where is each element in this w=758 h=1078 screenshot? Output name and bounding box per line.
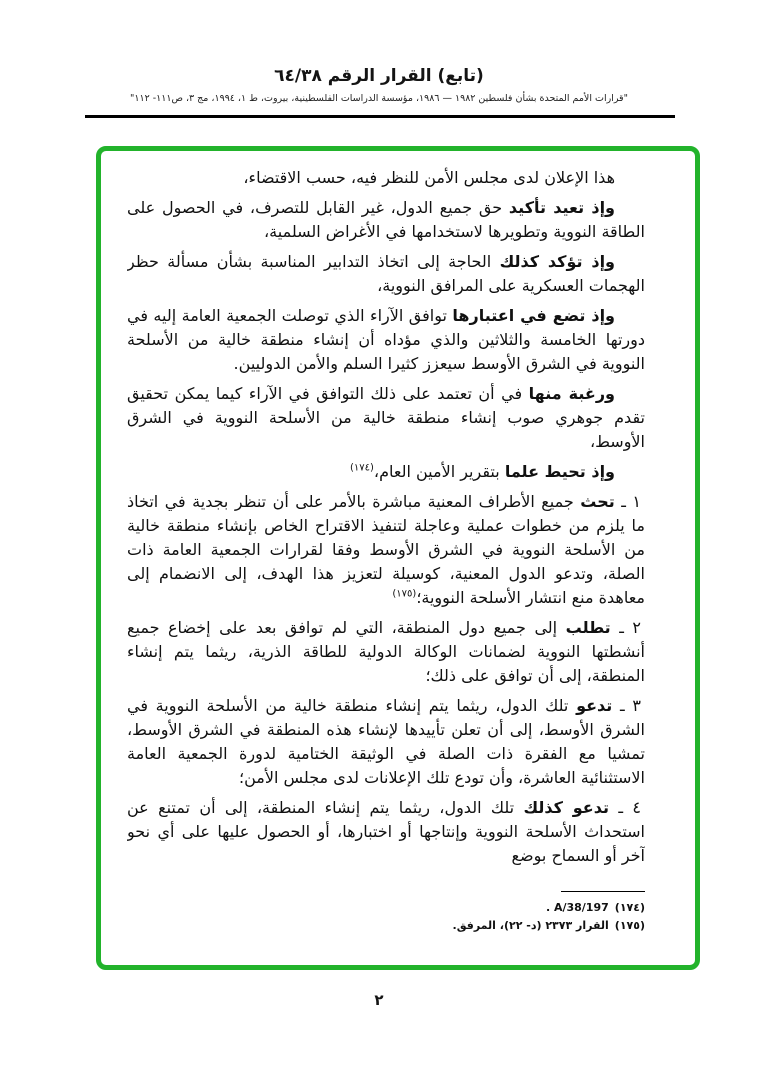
paragraph xyxy=(127,796,645,868)
paragraph-text: جميع الأطراف المعنية مباشرة بالأمر على أن تنظر بجدية في اتخاذ ما يلزم من خطوات عملية وعاجلة لتنفيذ الاقتراح الخاص بإنشاء منطقة خالية من الأسلحة النووية في الشرق الأوسط وفقا لقرارات الجمعية العامة ذات الصلة، وتدعو الدول المعنية، كوسيلة لتعزيز هذا الهدف، إلى الانضمام إلى معاهدة منع انتشار الأسلحة النووية؛ xyxy=(127,492,645,607)
header-divider xyxy=(85,115,675,118)
resolution-body xyxy=(127,166,645,884)
paragraph-lead: تدعو xyxy=(576,696,613,715)
paragraph xyxy=(127,196,645,244)
page-header xyxy=(0,66,758,104)
paragraph-lead: تحث xyxy=(580,492,615,511)
paragraph-number: ١ ـ xyxy=(621,492,641,511)
resolution-title: (تابع) القرار الرقم ٦٤/٣٨ xyxy=(274,66,484,86)
paragraph xyxy=(127,382,645,454)
paragraph-lead: وإذ تعيد تأكيد xyxy=(508,198,616,217)
paragraph-text: حق جميع الدول، غير القابل للتصرف، في الحصول على الطاقة النووية وتطويرها لاستخدامها في الأغراض السلمية، xyxy=(127,198,645,241)
paragraph-number: ٤ ـ xyxy=(618,798,641,817)
paragraph-number: ٢ ـ xyxy=(619,618,641,637)
paragraph xyxy=(127,250,645,298)
paragraph-text: تلك الدول، ريثما يتم إنشاء منطقة خالية من الأسلحة النووية في الشرق الأوسط، إلى أن تعلن تأييدها لإنشاء هذه المنطقة في الشرق الأوسط، تمشيا مع الفقرة ذات الصلة في الوثيقة الختامية لدورة الجمعية العامة الاستثنائية العاشرة، وأن تودع تلك الإعلانات لدى مجلس الأمن؛ xyxy=(127,696,645,787)
paragraph xyxy=(127,490,645,610)
paragraph xyxy=(127,616,645,688)
footnote-divider xyxy=(561,891,645,892)
paragraph-text: تلك الدول، ريثما يتم إنشاء المنطقة، إلى أن تمتنع عن استحداث الأسلحة النووية وإنتاجها أو اختبارها، أو الحصول عليها على أي نحو آخر أو السماح بوضع xyxy=(127,798,645,865)
paragraph-text: بتقرير الأمين العام، xyxy=(373,462,500,481)
paragraph-lead: وإذ تضع في اعتبارها xyxy=(452,306,616,325)
paragraph-text: هذا الإعلان لدى مجلس الأمن للنظر فيه، حسب الاقتضاء، xyxy=(243,168,615,187)
paragraph xyxy=(127,166,645,190)
paragraph xyxy=(127,694,645,790)
paragraph-text: الحاجة إلى اتخاذ التدابير المناسبة بشأن مسألة حظر الهجمات العسكرية على المرافق النووية، xyxy=(127,252,645,295)
paragraph-text: إلى جميع دول المنطقة، التي لم توافق بعد على إخضاع جميع أنشطتها النووية لضمانات الوكالة الدولية للطاقة الذرية، ريثما يتم إنشاء المنطقة، إلى أن توافق على ذلك؛ xyxy=(127,618,645,685)
footnotes-section xyxy=(127,891,645,935)
footnote-text: A/38/197 . xyxy=(545,901,609,914)
footnote-ref: (١٧٥) xyxy=(392,588,417,600)
paragraph-lead: ورغبة منها xyxy=(528,384,615,403)
footnote-text: القرار ٢٣٧٣ (د- ٢٢)، المرفق. xyxy=(452,919,609,932)
paragraph-lead: وإذ تؤكد كذلك xyxy=(499,252,615,271)
footnote xyxy=(127,917,645,935)
footnote-number: (١٧٤) xyxy=(614,901,645,914)
paragraph xyxy=(127,460,645,484)
page-number: ٢ xyxy=(374,991,384,1009)
paragraph xyxy=(127,304,645,376)
footnote-number: (١٧٥) xyxy=(614,919,645,932)
paragraph-text: في أن تعتمد على ذلك التوافق في الآراء كيما يمكن تحقيق تقدم جوهري صوب إنشاء منطقة خالية من الأسلحة النووية في الشرق الأوسط، xyxy=(127,384,645,451)
paragraph-text: توافق الآراء الذي توصلت الجمعية العامة إليه في دورتها الخامسة والثلاثين والذي مؤداه أن إنشاء منطقة خالية من الأسلحة النووية في الشرق الأوسط سيعزز كثيرا السلم والأمن الدوليين. xyxy=(127,306,645,373)
paragraph-lead: تدعو كذلك xyxy=(523,798,609,817)
source-citation: "قرارات الأمم المتحدة بشأن فلسطين ١٩٨٢ — ١٩٨٦، مؤسسة الدراسات الفلسطينية، بيروت، ط ١، ١٩٩٤، مج ٣، ص١١١- ١١٢" xyxy=(130,93,628,104)
footnote-ref: (١٧٤) xyxy=(349,462,374,474)
paragraph-number: ٣ ـ xyxy=(620,696,641,715)
footnote xyxy=(127,899,645,917)
paragraph-lead: وإذ تحيط علما xyxy=(504,462,615,481)
paragraph-lead: تطلب xyxy=(565,618,611,637)
